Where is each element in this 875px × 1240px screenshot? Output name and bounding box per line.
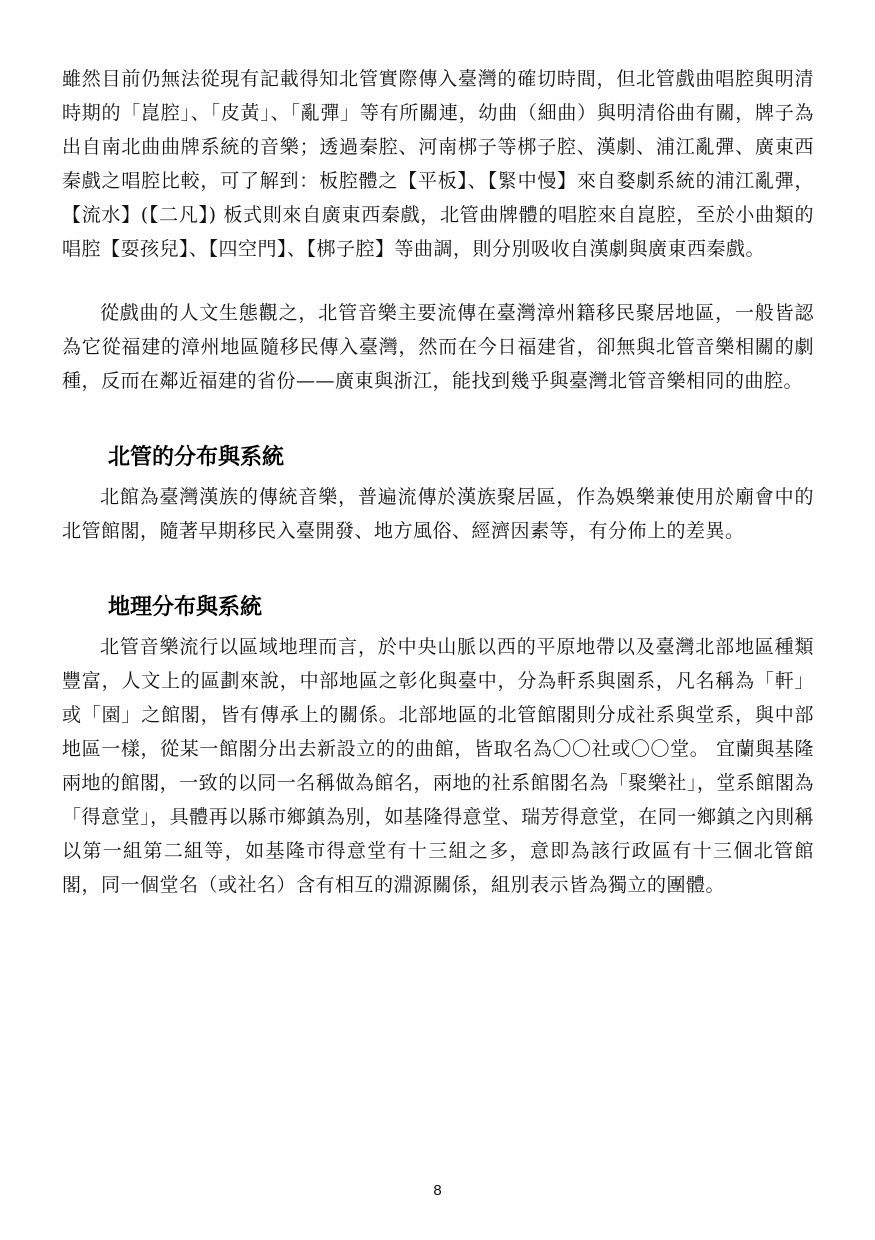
page-number: 8 bbox=[433, 1182, 442, 1199]
paragraph-distribution-system: 北館為臺灣漢族的傳統音樂，普遍流傳於漢族聚居區，作為娛樂兼使用於廟會中的北管館閣，隨著早期移民入臺開發、地方風俗、經濟因素等，有分佈上的差異。 bbox=[62, 486, 814, 542]
paragraph-geographic-distribution: 北管音樂流行以區域地理而言，於中央山脈以西的平原地帶以及臺灣北部地區種類豐富，人文上的區劃來說，中部地區之彰化與臺中，分為軒系與園系，凡名稱為「軒」或「園」之館閣，皆有傳承上的關係。北部地區的北管館閣則分成社系與堂系，與中部地區一樣，從某一館閣分出去新設立的的曲館，皆取名為〇〇社或〇〇堂。 宜蘭與基隆兩地的館閣，一致的以同一名稱做為館名，兩地的社系館閣名為「聚樂社」，堂系館閣為「得意堂」，具體再以縣市鄉鎮為別，如基隆得意堂、瑞芳得意堂，在同一鄉鎮之內則稱以第一組第二組等，如基隆市得意堂有十三組之多，意即為該行政區有十三個北管館閣，同一個堂名（或社名）含有相互的淵源關係，組別表示皆為獨立的團體。 bbox=[62, 636, 814, 896]
section-heading-geographic-distribution: 地理分布與系統 bbox=[108, 595, 263, 620]
section-heading-distribution-system: 北管的分布與系統 bbox=[108, 445, 285, 470]
paragraph-beiguan-origins: 雖然目前仍無法從現有記載得知北管實際傳入臺灣的確切時間，但北管戲曲唱腔與明清時期的「崑腔」、「皮黃」、「亂彈」等有所關連，幼曲（細曲）與明清俗曲有關，牌子為出自南北曲曲牌系統的音樂；透過秦腔、河南梆子等梆子腔、漢劇、浦江亂彈、廣東西秦戲之唱腔比較，可了解到：板腔體之【平板】、【緊中慢】來自婺劇系統的浦江亂彈，【流水】(【二凡】) 板式則來自廣東西秦戲，北管曲牌體的唱腔來自崑腔，至於小曲類的唱腔【耍孩兒】、【四空門】、【梆子腔】等曲調，則分別吸收自漢劇與廣東西秦戲。 bbox=[62, 68, 814, 260]
document-page bbox=[62, 62, 814, 902]
paragraph-cultural-ecology: 從戲曲的人文生態觀之，北管音樂主要流傳在臺灣漳州籍移民聚居地區，一般皆認為它從福建的漳州地區隨移民傳入臺灣，然而在今日福建省，卻無與北管音樂相關的劇種，反而在鄰近福建的省份——廣東與浙江，能找到幾乎與臺灣北管音樂相同的曲腔。 bbox=[62, 302, 814, 392]
